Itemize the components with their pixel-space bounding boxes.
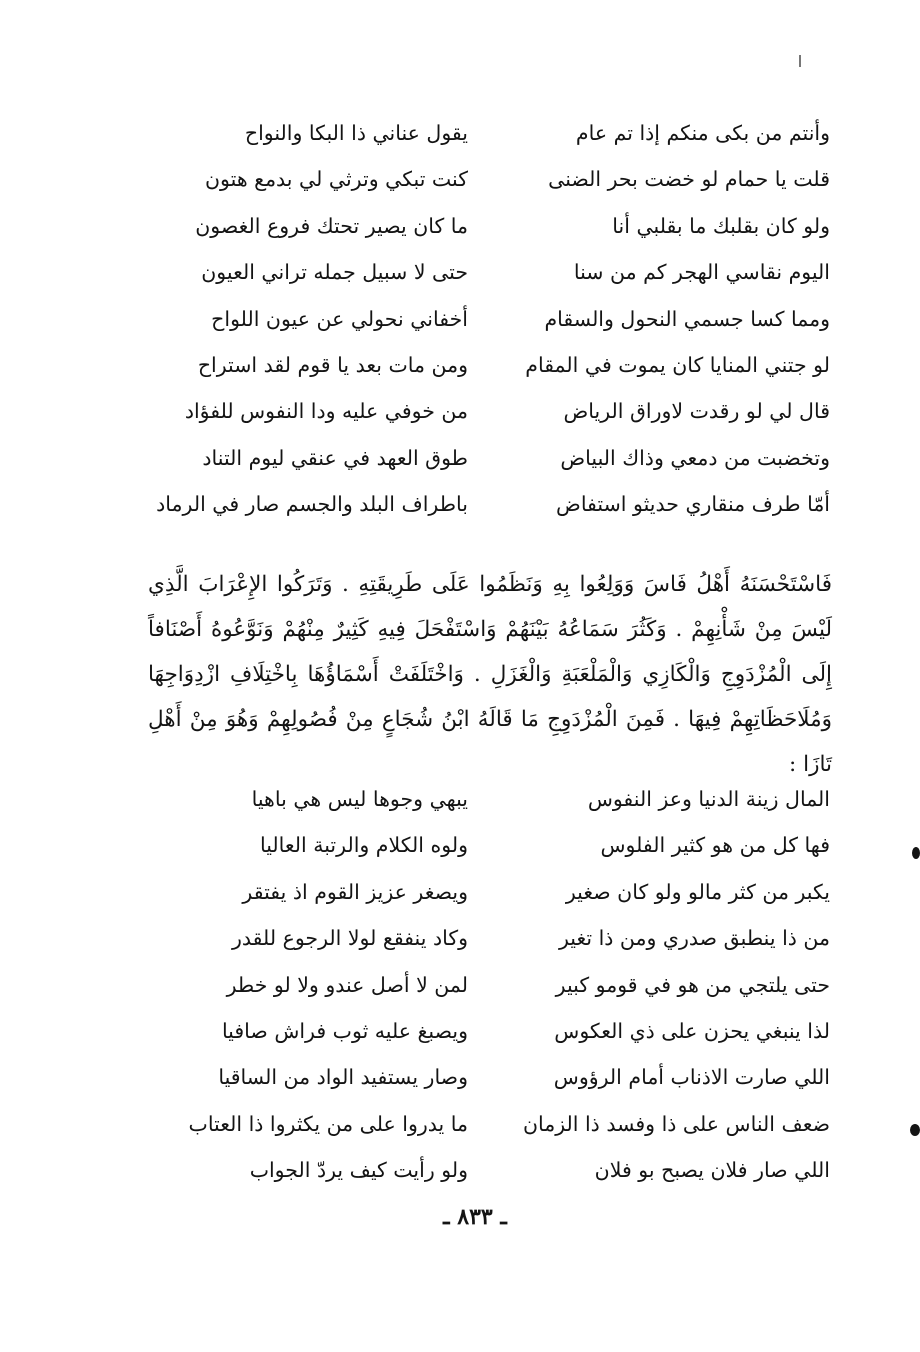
hemistich-first: اليوم نقاسي الهجر كم من سنا [573,260,830,285]
hemistich-first: قال لي لو رقدت لاوراق الرياض [563,399,830,424]
hemistich-second: وكاد ينفقع لولا الرجوع للقدر [232,926,468,951]
verse [150,1054,830,1100]
hemistich-second: ولو رأيت كيف يردّ الجواب [249,1158,468,1183]
hemistich-second: حتى لا سبيل جمله تراني العيون [201,260,468,285]
hemistich-first: اللي صار فلان يصبح بو فلان [594,1158,830,1183]
verse [150,203,830,249]
verse [150,1147,830,1193]
hemistich-second: يبهي وجوها ليس هي باهيا [251,787,468,811]
hemistich-first: ضعف الناس على ذا وفسد ذا الزمان [522,1111,830,1136]
verse [150,776,830,822]
verse [150,249,830,295]
hemistich-first: ومما كسا جسمي النحول والسقام [544,306,830,331]
ink-blot [910,1124,920,1136]
hemistich-second: ما كان يصير تحتك فروع الغصون [195,213,468,238]
hemistich-second: كنت تبكي وترثي لي بدمع هتون [205,167,468,192]
hemistich-second: باطراف البلد والجسم صار في الرماد [156,492,468,517]
hemistich-second: أخفاني نحولي عن عيون اللواح [211,306,468,331]
hemistich-first: المال زينة الدنيا وعز النفوس [587,787,830,811]
verse [150,1101,830,1147]
hemistich-first: من ذا ينطبق صدري ومن ذا تغير [558,926,830,951]
verse [150,915,830,961]
hemistich-second: ويصغر عزيز القوم اذ يفتقر [242,879,468,904]
hemistich-first: وأنتم من بكى منكم إذا تم عام [575,121,830,145]
hemistich-first: ولو كان بقلبك ما بقلبي أنا [612,213,830,238]
verse [150,110,830,156]
hemistich-second: ويصبغ عليه ثوب فراش صافيا [221,1018,468,1043]
margin-mark [799,55,801,67]
verse [150,481,830,527]
hemistich-second: ما يدروا على من يكثروا ذا العتاب [188,1111,468,1136]
verse [150,1008,830,1054]
hemistich-second: ولوه الكلام والرتبة العاليا [259,833,468,858]
verse [150,822,830,868]
poem-top [150,110,830,528]
verse [150,962,830,1008]
hemistich-second: وصار يستفيد الواد من الساقيا [218,1065,468,1090]
prose-paragraph: فَاسْتَحْسَنَهُ أَهْلُ فَاسَ وَوَلِعُوا بِهِ وَنَظَمُوا عَلَى طَرِيقَتِهِ . وَتَرَكُوا الإِعْرَابَ الَّذِي لَيْسَ مِنْ شَأْنِهِمْ . وَكَثُرَ سَمَاعُهُ بَيْنَهُمْ وَاسْتَفْحَلَ فِيهِ كَثِيرٌ مِنْهُمْ وَنَوَّعُوهُ أَصْنَافاً إِلَى الْمُزْدَوِجِ وَالْكَازِي وَالْمَلْعَبَةِ وَالْغَزَلِ . وَاخْتَلَفَتْ أَسْمَاؤُهَا بِاخْتِلَافِ ازْدِوَاجِهَا وَمُلَاحَظَاتِهِمْ فِيهَا . فَمِنَ الْمُزْدَوِجِ مَا قَالَهُ ابْنُ شُجَاعٍ مِنْ فُصُولِهِمْ وَهُوَ مِنْ أَهْلِ تَازَا : [148,571,832,777]
hemistich-first: لذا ينبغي يحزن على ذي العكوس [554,1018,830,1043]
poem-bottom [150,776,830,1194]
verse [150,869,830,915]
hemistich-first: فها كل من هو كثير الفلوس [600,833,830,858]
hemistich-first: قلت يا حمام لو خضت بحر الضنى [548,167,830,192]
verse [150,156,830,202]
verse [150,342,830,388]
hemistich-first: حتى يلتجي من هو في قومو كبير [555,972,830,997]
ink-blot [912,847,920,859]
hemistich-second: ومن مات بعد يا قوم لقد استراح [197,352,468,377]
hemistich-first: يكبر من كثر مالو ولو كان صغير [565,879,830,904]
hemistich-first: لو جتني المنايا كان يموت في المقام [525,352,830,377]
hemistich-first: وتخضبت من دمعي وذاك البياض [560,445,830,470]
hemistich-second: من خوفي عليه ودا النفوس للفؤاد [184,399,468,424]
hemistich-second: طوق العهد في عنقي ليوم التناد [202,445,468,470]
verse [150,435,830,481]
hemistich-first: أمّا طرف منقاري حديثو استفاض [556,492,830,517]
page-number: ـ ٨٣٣ ـ [443,1204,507,1230]
hemistich-second: يقول عناني ذا البكا والنواح [244,121,468,145]
hemistich-second: لمن لا أصل عندو ولا لو خطر [226,972,468,997]
verse [150,296,830,342]
verse [150,388,830,434]
hemistich-first: اللي صارت الاذناب أمام الرؤوس [553,1065,830,1090]
